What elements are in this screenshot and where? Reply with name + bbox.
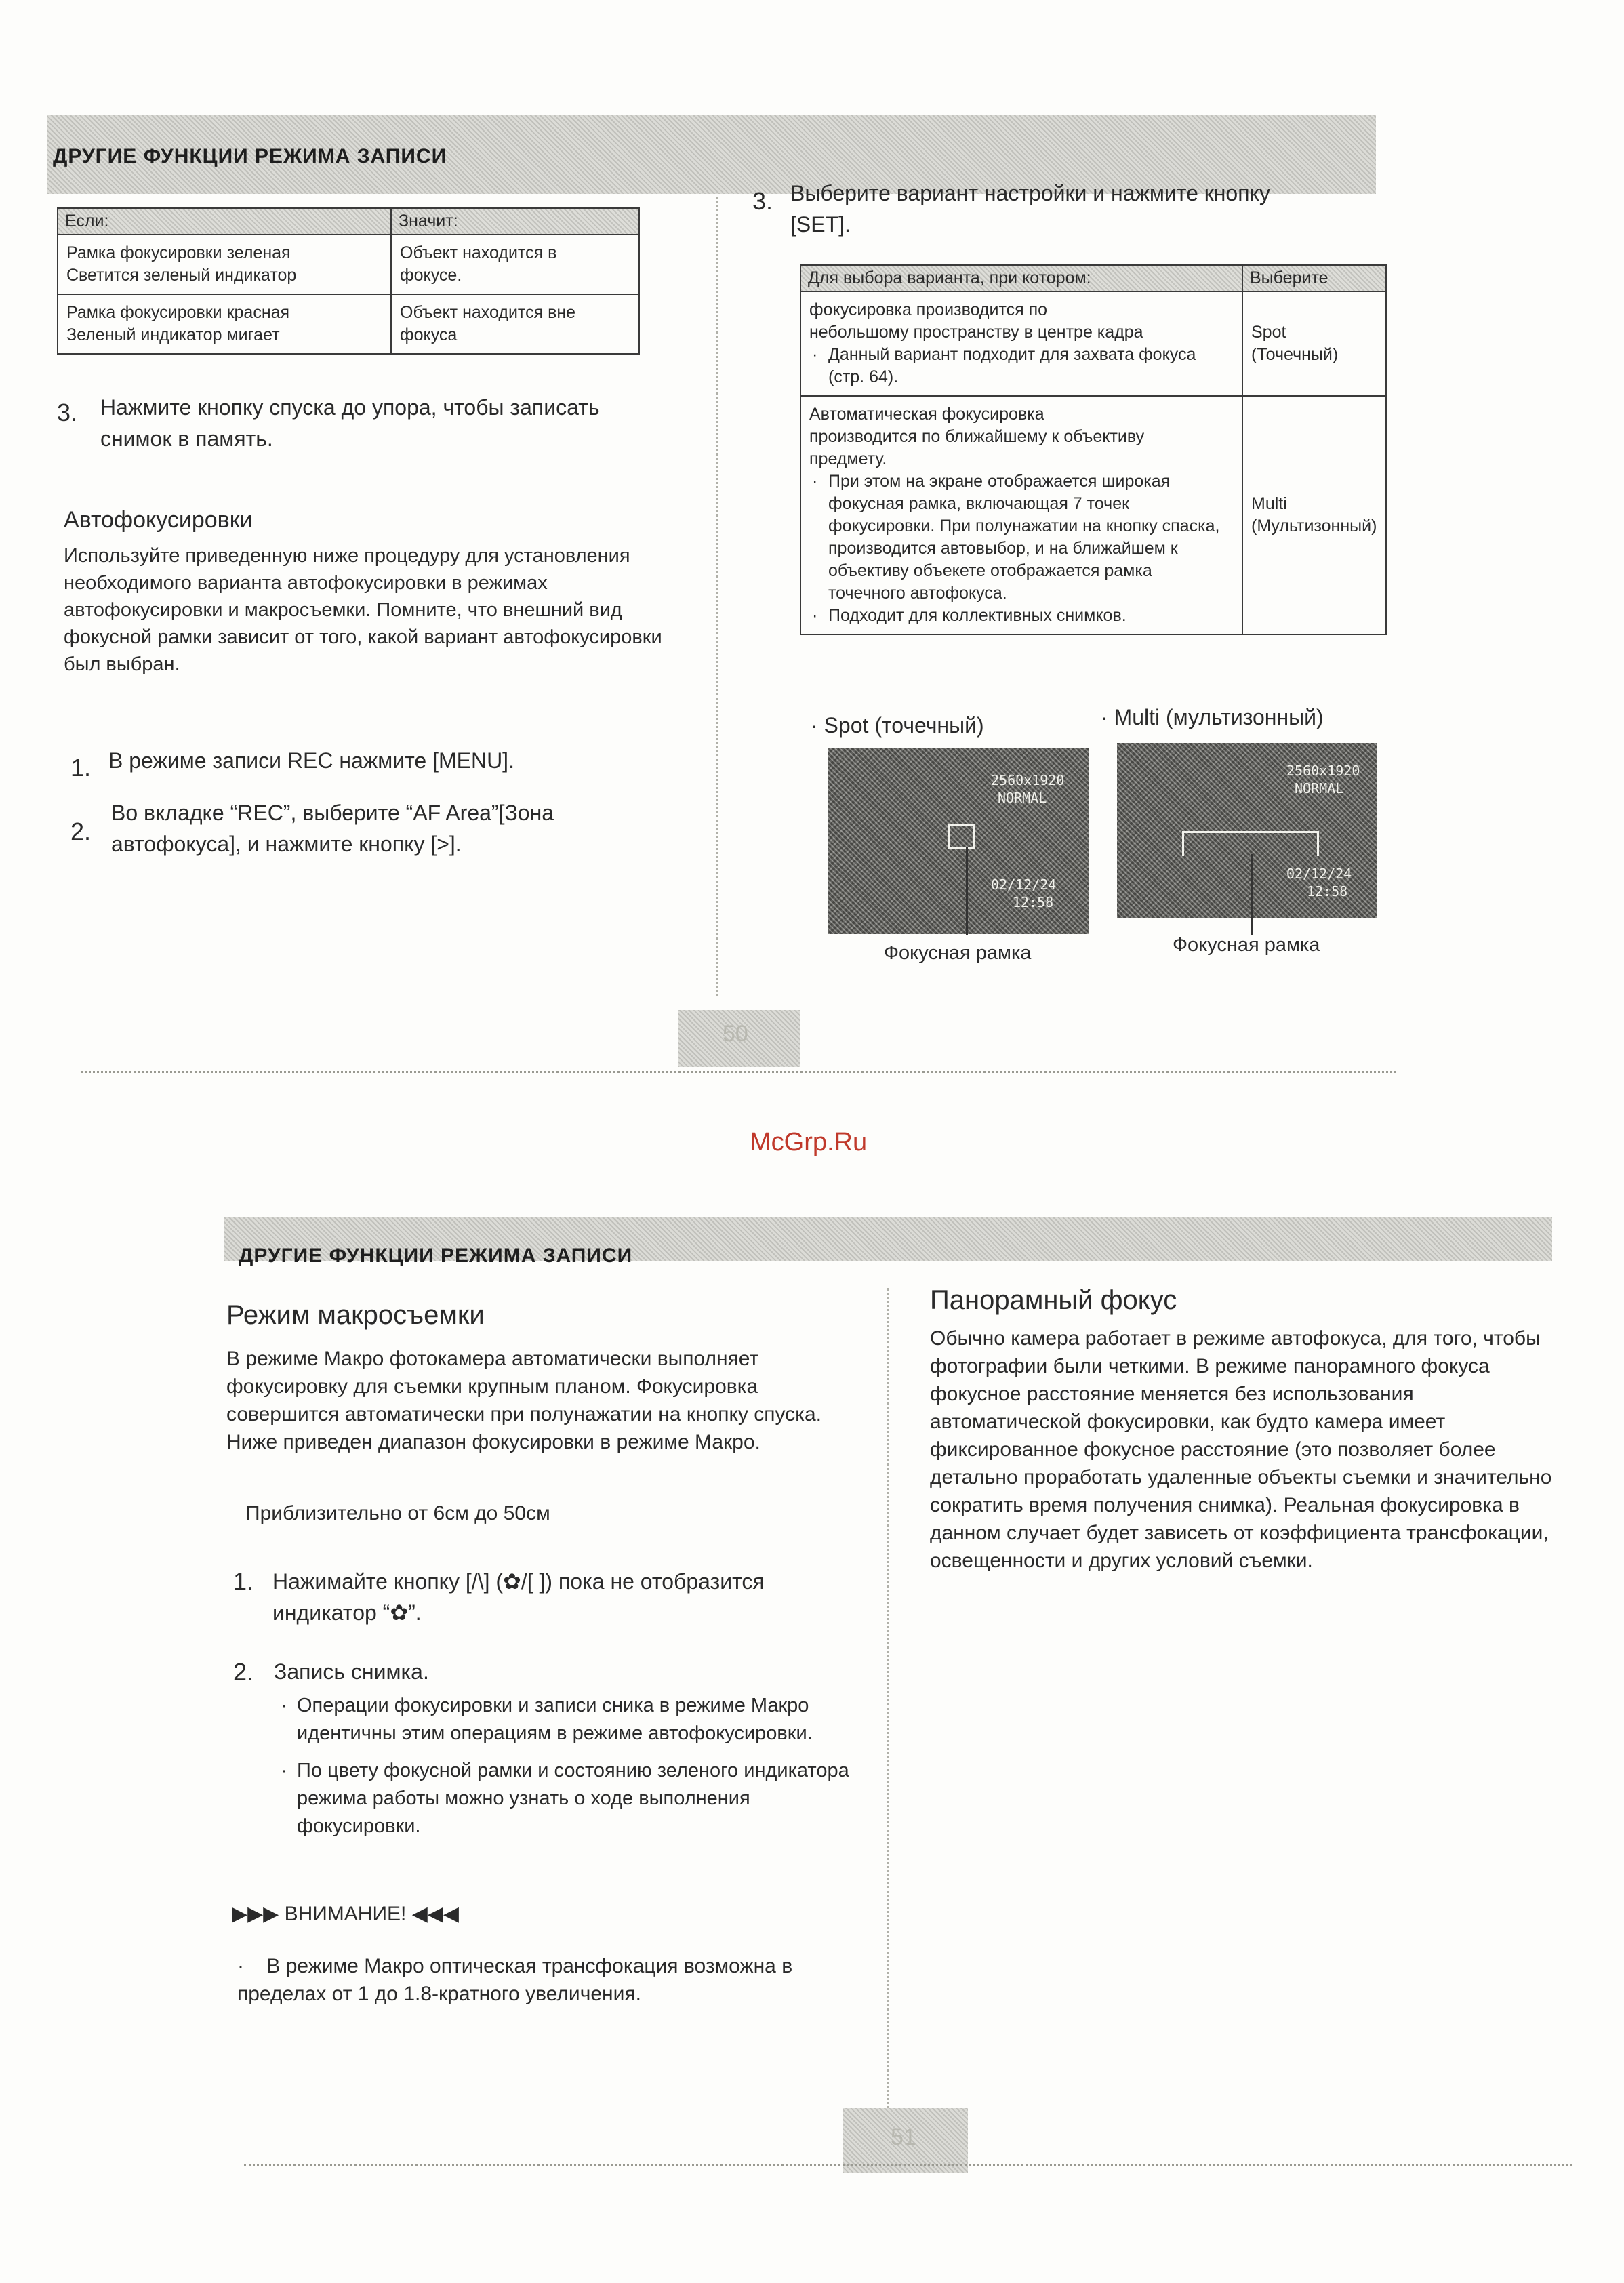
af-section-title: Автофокусировки bbox=[64, 507, 253, 533]
spot-caption: · Spot (точечный) bbox=[811, 713, 984, 738]
multi-frame-label: Фокусная рамка bbox=[1173, 934, 1320, 956]
focus-frame-multi bbox=[1182, 831, 1319, 856]
step1-text: В режиме записи REC нажмите [MENU]. bbox=[108, 748, 514, 773]
table-row bbox=[58, 235, 639, 294]
step-number: 3. bbox=[57, 399, 78, 426]
lcd-quality: NORMAL bbox=[1295, 780, 1344, 796]
table-row bbox=[800, 291, 1386, 396]
lcd-date: 02/12/24 bbox=[1286, 866, 1352, 882]
warning-text bbox=[237, 1952, 861, 2008]
choice-multi-ru: (Мультизонный) bbox=[1251, 517, 1377, 536]
macro-paragraph: В режиме Макро фотокамера автоматически выполняет фокусировку для съемки крупным планом. Фокусировка совершится автоматически при полунажатии на кнопку спуска. Ниже приведен диапазон фокусировки в режиме Макро. bbox=[226, 1348, 821, 1453]
step-number: 3. bbox=[752, 187, 773, 215]
cell-text: Объект находится вне bbox=[400, 303, 576, 322]
callout-line bbox=[966, 847, 968, 935]
panorama-title: Панорамный фокус bbox=[930, 1285, 1177, 1315]
warning-right-icon: ◀◀◀ bbox=[411, 1903, 459, 1925]
cell-text: фокусировка производится по bbox=[809, 300, 1048, 319]
spot-frame-label: Фокусная рамка bbox=[884, 942, 1032, 964]
warning-heading bbox=[232, 1902, 459, 1926]
table-header-condition: Для выбора варианта, при котором: bbox=[800, 265, 1242, 291]
choice-spot: Spot bbox=[1251, 323, 1286, 342]
page2-header: ДРУГИЕ ФУНКЦИИ РЕЖИМА ЗАПИСИ bbox=[239, 1245, 633, 1267]
column-divider bbox=[887, 1288, 889, 2142]
lcd-quality: NORMAL bbox=[998, 790, 1047, 806]
page1-header: ДРУГИЕ ФУНКЦИИ РЕЖИМА ЗАПИСИ bbox=[53, 145, 447, 167]
step-number: 1. bbox=[233, 1567, 254, 1595]
cell-text: Светится зеленый индикатор bbox=[66, 266, 297, 285]
page1-number: 50 bbox=[723, 1021, 748, 1047]
cell-text: Рамка фокусировки красная bbox=[66, 303, 290, 322]
lcd-time: 12:58 bbox=[1307, 883, 1348, 900]
lcd-date: 02/12/24 bbox=[991, 876, 1057, 893]
macro-title: Режим макросъемки bbox=[226, 1300, 485, 1330]
column-divider bbox=[716, 197, 718, 996]
page2-number: 51 bbox=[891, 2124, 916, 2150]
cell-text: фокуса bbox=[400, 325, 458, 344]
list-item: · При этом на экране отображается широкая фокусная рамка, включающая 7 точек фокусировки. При полунажатии на кнопку спаска, производится автовыбор, и на ближайшем к объективу объекете отображается рамка точечного автофокуса. bbox=[809, 470, 1234, 605]
cell-text: фокусе. bbox=[400, 266, 462, 285]
spot-lcd-screen bbox=[828, 748, 1089, 934]
choice-multi: Multi bbox=[1251, 494, 1287, 513]
af-paragraph: Используйте приведенную ниже процедуру для установления необходимого варианта автофокусировки в режимах автофокусировки и макросъемки. Помните, что внешний вид фокусной рамки зависит от того, какой вариант автофокусировки был выбран. bbox=[64, 545, 662, 675]
multi-caption: · Multi (мультизонный) bbox=[1101, 705, 1324, 729]
table-header-if: Если: bbox=[58, 208, 391, 235]
cell-text: Зеленый индикатор мигает bbox=[66, 325, 280, 344]
step2-bullets bbox=[278, 1692, 861, 1840]
focus-status-table bbox=[57, 207, 640, 355]
lcd-resolution: 2560x1920 bbox=[1286, 763, 1360, 779]
cell-text: Объект находится в bbox=[400, 243, 557, 262]
watermark: McGrp.Ru bbox=[750, 1128, 868, 1156]
focus-frame-spot bbox=[948, 824, 975, 849]
table-row bbox=[58, 294, 639, 354]
macro-step2-text: Запись снимка. bbox=[274, 1659, 429, 1684]
table-header-means: Значит: bbox=[391, 208, 639, 235]
page1-bottom-rule bbox=[81, 1071, 1396, 1073]
lcd-resolution: 2560x1920 bbox=[991, 772, 1065, 788]
list-item: · Подходит для коллективных снимков. bbox=[809, 605, 1234, 627]
step-number: 2. bbox=[233, 1658, 254, 1686]
list-item: · Операции фокусировки и записи сника в режиме Макро идентичны этим операциям в режиме автофокусировки. bbox=[278, 1692, 861, 1747]
af-area-table bbox=[800, 264, 1387, 635]
cell-text: небольшому пространству в центре кадра bbox=[809, 323, 1143, 342]
cell-text: Автоматическая фокусировка bbox=[809, 405, 1044, 424]
cell-text: Рамка фокусировки зеленая bbox=[66, 243, 291, 262]
page2-bottom-rule bbox=[244, 2164, 1572, 2166]
step-number: 1. bbox=[70, 754, 92, 782]
panorama-paragraph: Обычно камера работает в режиме автофокуса, для того, чтобы фотографии были четкими. В режиме панорамного фокуса фокусное расстояние меняется без использования автоматической фокусировки, как будто камера имеет фиксированное фокусное расстояние (это позволяет более детально проработать удаленные объекты съемки и значительно сократить время получения снимка). Реальная фокусировка в данном случает будет зависеть от коэффициента трансфокации, освещенности и других условий съемки. bbox=[930, 1327, 1552, 1572]
callout-line bbox=[1251, 854, 1253, 935]
step-number: 2. bbox=[70, 817, 92, 845]
list-item: · По цвету фокусной рамки и состоянию зеленого индикатора режима работы можно узнать о ходе выполнения фокусировки. bbox=[278, 1757, 861, 1840]
warning-body: В режиме Макро оптическая трансфокация возможна в пределах от 1 до 1.8-кратного увеличения. bbox=[237, 1955, 793, 2005]
focus-range: Приблизительно от 6см до 50см bbox=[245, 1502, 550, 1524]
cell-text: предмету. bbox=[809, 449, 887, 468]
list-item: · Данный вариант подходит для захвата фокуса (стр. 64). bbox=[809, 344, 1234, 388]
cell-text: производится по ближайшему к объективу bbox=[809, 427, 1145, 446]
step3-text: Нажмите кнопку спуска до упора, чтобы записать снимок в память. bbox=[100, 395, 600, 451]
multi-lcd-screen bbox=[1117, 743, 1377, 918]
warning-title: ВНИМАНИЕ! bbox=[284, 1903, 407, 1925]
warning-bullet-icon: · bbox=[237, 1955, 267, 1977]
table-header-select: Выберите bbox=[1242, 265, 1386, 291]
step2-text: Во вкладке “REC”, выберите “AF Area”[Зона автофокуса], и нажмите кнопку [>]. bbox=[111, 801, 554, 856]
right-step3-text: Выберите вариант настройки и нажмите кнопку [SET]. bbox=[790, 181, 1270, 237]
lcd-time: 12:58 bbox=[1013, 894, 1054, 910]
table-row bbox=[800, 396, 1386, 634]
macro-step1-text: Нажимайте кнопку [/\] (✿/[ ]) пока не отобразится индикатор “✿”. bbox=[272, 1569, 765, 1625]
warning-left-icon: ▶▶▶ bbox=[232, 1903, 279, 1925]
choice-spot-ru: (Точечный) bbox=[1251, 345, 1339, 364]
